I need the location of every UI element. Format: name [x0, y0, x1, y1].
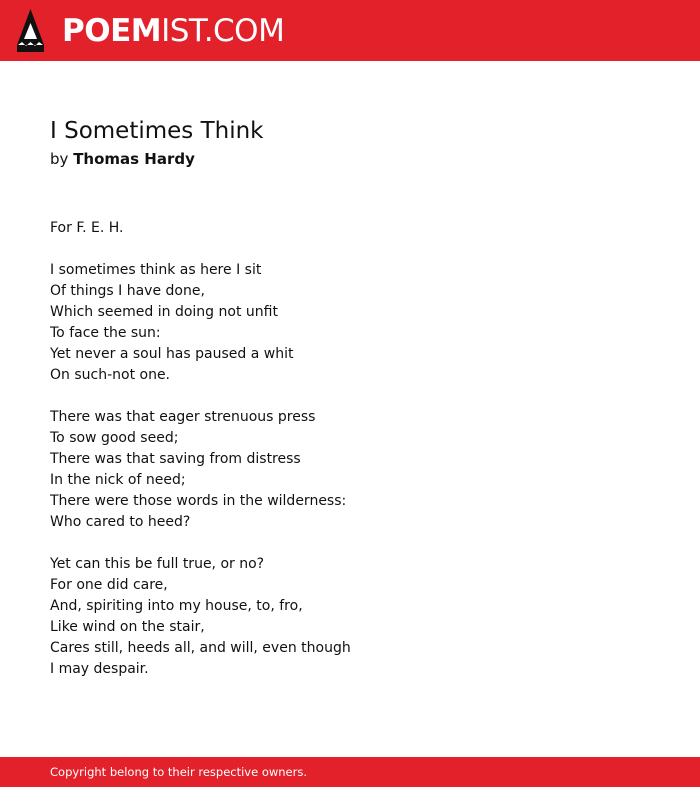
poem-line: There was that eager strenuous press	[50, 409, 316, 425]
poem-line: There were those words in the wilderness:	[50, 493, 347, 509]
poem-line: For one did care,	[50, 577, 168, 593]
poem-line: Like wind on the stair,	[50, 619, 205, 635]
poem-line: In the nick of need;	[50, 472, 186, 488]
poem-line: And, spiriting into my house, to, fro,	[50, 598, 303, 614]
stanza-break	[50, 239, 351, 260]
by-label: by	[50, 150, 69, 168]
stanza-break	[50, 533, 351, 554]
poem-body	[50, 218, 351, 680]
logo-text-bold: POEM	[62, 13, 162, 49]
poem-line: On such-not one.	[50, 367, 171, 383]
poem-line: To face the sun:	[50, 325, 161, 341]
poem-line: To sow good seed;	[50, 430, 179, 446]
site-logo[interactable]	[62, 12, 284, 50]
poem-line: For F. E. H.	[50, 220, 124, 236]
poem-line: I sometimes think as here I sit	[50, 262, 262, 278]
pen-nib-icon[interactable]	[17, 9, 44, 52]
poem-line: Of things I have done,	[50, 283, 205, 299]
poem-line: I may despair.	[50, 661, 149, 677]
poem-title: I Sometimes Think	[50, 118, 264, 144]
site-footer	[0, 757, 700, 787]
poem-line: Which seemed in doing not unfit	[50, 304, 278, 320]
poem-line: There was that saving from distress	[50, 451, 301, 467]
poem-line: Cares still, heeds all, and will, even though	[50, 640, 351, 656]
poem-byline	[50, 148, 195, 170]
logo-text-light: IST.COM	[161, 13, 285, 49]
poem-line: Yet can this be full true, or no?	[50, 556, 265, 572]
poem-line: Who cared to heed?	[50, 514, 191, 530]
poem-author: Thomas Hardy	[73, 150, 195, 168]
site-header	[0, 0, 700, 61]
copyright-text: Copyright belong to their respective owners.	[50, 765, 308, 779]
stanza-break	[50, 386, 351, 407]
poem-line: Yet never a soul has paused a whit	[50, 346, 294, 362]
